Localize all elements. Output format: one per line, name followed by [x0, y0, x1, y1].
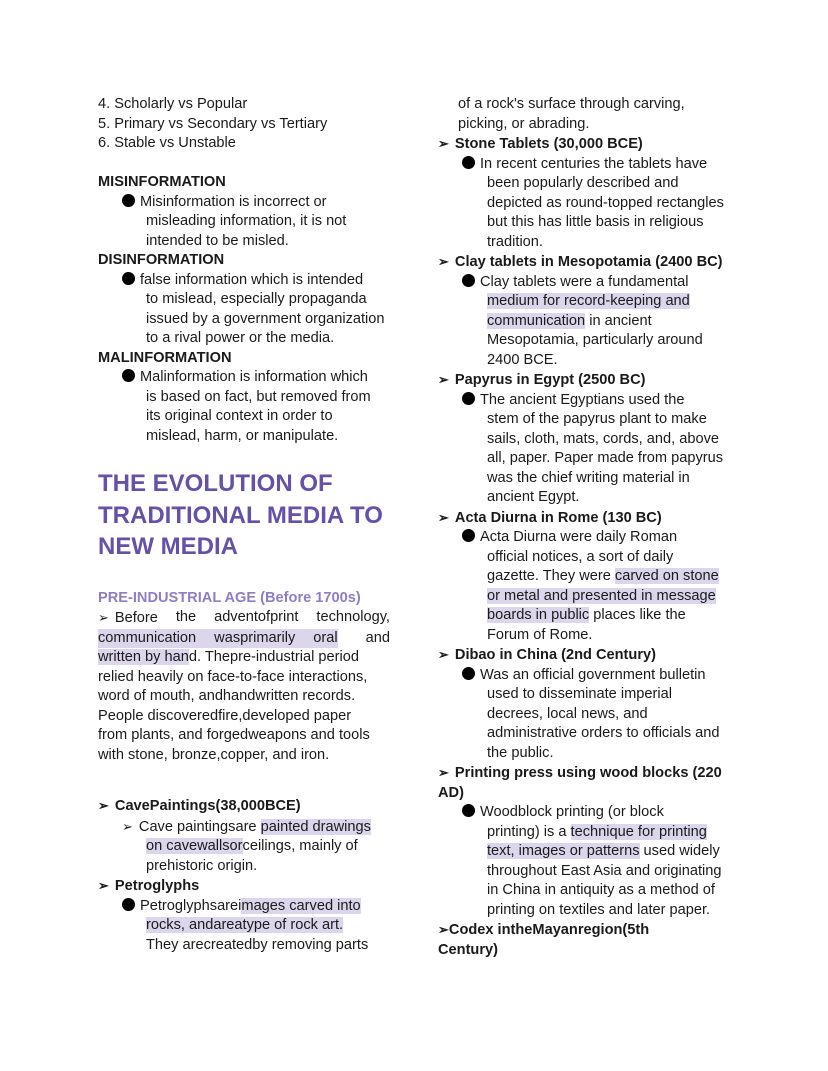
bullet-icon	[462, 804, 475, 817]
arrow-icon: ➢	[98, 798, 109, 813]
arrow-icon: ➢	[438, 254, 449, 269]
preindustrial-paragraph: ➢ Before the adventofprint technology, communication wasprimarily oral and written by hand. Thepre-industrial period relied heavily on face-to-face interactions, word of mouth, andhandwritten records. People discoveredfire,developed paper from plants, and forgedweapons and tools with stone, bronze,copper, and iron.	[98, 609, 390, 763]
arrow-icon: ➢	[98, 610, 109, 625]
list-item: 4. Scholarly vs Popular	[98, 96, 248, 112]
cave-paintings-heading: ➢ CavePaintings(38,000BCE)	[98, 798, 301, 814]
malinformation-def: Malinformation is information which	[98, 368, 390, 388]
list-item: 5. Primary vs Secondary vs Tertiary	[98, 115, 328, 132]
disinformation-def: false information which is intended	[98, 271, 390, 291]
misinformation-def: Misinformation is incorrect or	[98, 193, 390, 213]
list-item: 6. Stable vs Unstable	[98, 135, 236, 151]
bullet-icon	[462, 667, 475, 680]
arrow-icon: ➢	[438, 922, 449, 937]
preindustrial-heading: PRE-INDUSTRIAL AGE (Before 1700s)	[98, 589, 361, 606]
bullet-icon	[462, 529, 475, 542]
right-column: of a rock's surface through carving, picking, or abrading. ➢ Stone Tablets (30,000 BCE) In recent centuries the tablets have been popularly described and depicted as round-topped rectangles but this has little basis in religious tradition. ➢ Clay tablets in Mesopotamia (2400 BC) Clay tablets were a fundamental medium for record-keeping and communication in ancient Mesopotamia, particularly around 2400 BCE. ➢ Papyrus in Egypt (2500 BC) The ancient Egyptians used the stem of the papyrus plant to make sails, cloth, mats, cords, and, above all, paper. Paper made from papyrus was the chief writing material in ancient Egypt. ➢ Acta Diurna in Rome (130 BC) Acta Diurna were daily Roman official notices, a sort of daily gazette. They were carved on stone or metal and presented in message boards in public places like the Forum of Rome. ➢ Dibao in China (2nd Century) Was an official government bulletin used to disseminate imperial decrees, local news, and administrative orders to officials and the public. ➢ Printing press using wood blocks (220 AD) Woodblock printing (or block printing) is a technique for printing text, images or patterns used widely throughout East Asia and originating in China in antiquity as a method of printing on textiles and later paper. ➢Codex intheMayanregion(5th Century)	[438, 95, 734, 960]
woodblock-heading: ➢ Printing press using wood blocks (220	[438, 765, 722, 781]
bullet-icon	[122, 272, 135, 285]
arrow-icon: ➢	[438, 372, 449, 387]
acta-diurna-heading: ➢ Acta Diurna in Rome (130 BC)	[438, 509, 662, 526]
malinformation-heading: MALINFORMATION	[98, 349, 232, 366]
codex-heading: ➢Codex intheMayanregion(5th	[438, 922, 650, 938]
arrow-icon: ➢	[98, 878, 109, 893]
bullet-icon	[122, 898, 135, 911]
petroglyphs-heading: ➢ Petroglyphs	[98, 878, 200, 894]
bullet-icon	[462, 156, 475, 169]
arrow-icon: ➢	[122, 818, 133, 834]
stone-tablets-heading: ➢ Stone Tablets (30,000 BCE)	[438, 136, 643, 152]
bullet-icon	[462, 274, 475, 287]
misinformation-heading: MISINFORMATION	[98, 174, 226, 190]
disinformation-heading: DISINFORMATION	[98, 252, 225, 268]
bullet-icon	[122, 194, 135, 207]
arrow-icon: ➢	[438, 647, 449, 662]
clay-tablets-heading: ➢ Clay tablets in Mesopotamia (2400 BC)	[438, 254, 723, 270]
petroglyphs-def: Petroglyphsareimages carved into	[98, 897, 390, 917]
dibao-heading: ➢ Dibao in China (2nd Century)	[438, 647, 656, 663]
arrow-icon: ➢	[438, 765, 449, 780]
papyrus-heading: ➢ Papyrus in Egypt (2500 BC)	[438, 372, 646, 388]
arrow-icon: ➢	[438, 136, 449, 151]
bullet-icon	[462, 392, 475, 405]
section-title: THE EVOLUTION OF TRADITIONAL MEDIA TO NEW MEDIA	[98, 470, 383, 560]
cave-paintings-def: ➢ Cave paintingsare painted drawings	[122, 818, 371, 835]
arrow-icon: ➢	[438, 509, 449, 525]
left-column: 4. Scholarly vs Popular 5. Primary vs Secondary vs Tertiary 6. Stable vs Unstable MISINFORMATION Misinformation is incorrect or misleading information, it is not intended to be misled. DISINFORMATION false information which is intended to mislead, especially propaganda issued by a government organization to a rival power or the media. MALINFORMATION Malinformation is information which is based on fact, but removed from its original context in order to mislead, harm, or manipulate. THE EVOLUTION OF TRADITIONAL MEDIA TO NEW MEDIA PRE-INDUSTRIAL AGE (Before 1700s) ➢ Before the adventofprint technology, communication wasprimarily oral and written by hand. Thepre-industrial period relied heavily on face-to-face interactions, word of mouth, andhandwritten records. People discoveredfire,developed paper from plants, and forgedweapons and tools with stone, bronze,copper, and iron. ➢ CavePaintings(38,000BCE) ➢ Cave paintingsare painted drawings on cavewallsorceilings, mainly of prehistoric origin. ➢ Petroglyphs Petroglyphsareimages carved into rocks, andareatype of rock art. They arecreatedby removing parts	[98, 96, 390, 953]
bullet-icon	[122, 369, 135, 382]
